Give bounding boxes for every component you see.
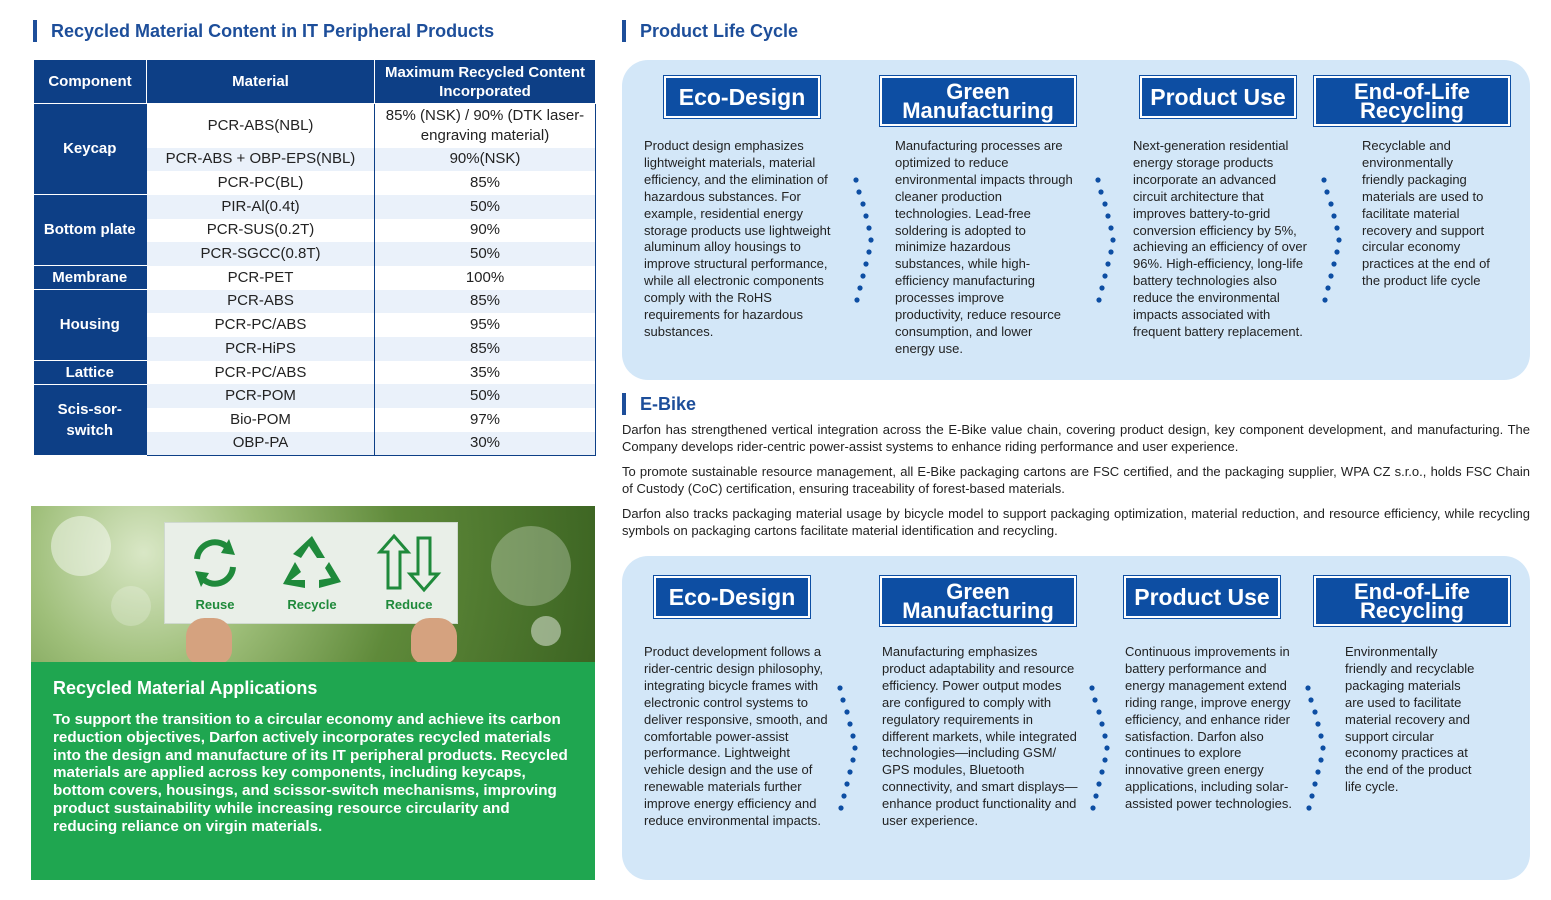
ebike-title-text: E-Bike — [640, 393, 697, 414]
stage-text-end-of-life: Recyclable and environmentally friendly packaging materials are used to facilitate material recovery and support circular economy practices at the end of the product life cycle — [1362, 138, 1490, 289]
placard-recycle — [264, 529, 360, 612]
component-scissor-label: Scis-sor-switch — [57, 400, 122, 439]
material-cell: PCR-ABS(NBL) — [147, 104, 375, 148]
placard — [164, 522, 458, 624]
material-cell: PCR-PC(BL) — [147, 171, 375, 195]
header-component: Component — [34, 60, 147, 104]
title-accent-bar — [622, 20, 626, 42]
material-cell: PCR-PET — [147, 266, 375, 290]
material-cell: Bio-POM — [147, 408, 375, 432]
stage-pill-eco-design: Eco-Design — [654, 576, 810, 618]
header-max-recycled-content: Maximum Recycled Content Incorporated — [375, 60, 596, 104]
chevron-dots-icon — [850, 176, 876, 326]
content-cell: 35% — [375, 361, 596, 385]
reduce-icon — [361, 529, 457, 597]
stage-text-eco-design: Product design emphasizes lightweight materials, material efficiency, and the elimination of hazardous substances. For example, residential energy storage products use lightweight aluminum alloy housings to improve structural performance, while all electronic components comply with the RoHS requirements for hazardous substances. — [644, 138, 831, 339]
material-cell: PCR-PC/ABS — [147, 313, 375, 337]
ebike-paragraph: To promote sustainable resource management, all E-Bike packaging cartons are FSC certified, and the packaging supplier, WPA CZ s.r.o., holds FSC Chain of Custody (CoC) certification, ensuring traceability of forest-based materials. — [622, 464, 1530, 496]
hand-right — [411, 618, 457, 662]
component-cell — [34, 384, 147, 455]
placard-label: Recycle — [287, 597, 337, 612]
content-cell: 85% — [375, 337, 596, 361]
chevron-dots-icon — [1302, 684, 1328, 834]
stage-text-green-manufacturing: Manufacturing processes are optimized to reduce environmental impacts through cleaner production technologies. Lead-free soldering is adopted to minimize hazardous substances, while high-efficiency manufacturing processes improve productivity, reduce resource consumption, and lower energy use. — [895, 138, 1073, 356]
plc-panel — [622, 60, 1530, 380]
stage-text-eco-design: Product development follows a rider-centric design philosophy, integrating bicycle frames with electronic control systems to deliver responsive, smooth, and comfortable power-assist performance. Lightweight vehicle design and the use of renewable materials further improve energy efficiency and reduce environmental impacts. — [644, 644, 828, 829]
content-cell: 95% — [375, 313, 596, 337]
content-cell: 100% — [375, 266, 596, 290]
chevron-dots-icon — [1086, 684, 1112, 834]
stage-pill-product-use: Product Use — [1124, 576, 1280, 618]
plc-title-text: Product Life Cycle — [640, 20, 799, 41]
content-cell: 90%(NSK) — [375, 148, 596, 172]
ebike-paragraph: Darfon has strengthened vertical integration across the E-Bike value chain, covering product design, key component development, and manufacturing. The Company develops rider-centric power-assist systems to enhance riding performance and user experience. — [622, 422, 1530, 454]
material-cell: PCR-SUS(0.2T) — [147, 219, 375, 243]
stage-pill-end-of-life: End-of-Life Recycling — [1314, 576, 1510, 626]
content-cell: 30% — [375, 432, 596, 456]
stage-pill-end-of-life: End-of-Life Recycling — [1314, 76, 1510, 126]
content-cell: 50% — [375, 195, 596, 219]
material-cell: PCR-SGCC(0.8T) — [147, 242, 375, 266]
material-cell: PCR-HiPS — [147, 337, 375, 361]
placard-label: Reduce — [385, 597, 433, 612]
recycled-applications-card — [31, 506, 595, 880]
chevron-dots-icon — [1318, 176, 1344, 326]
table-section-title — [33, 20, 494, 42]
content-cell: 85% — [375, 171, 596, 195]
stage-text-product-use: Next-generation residential energy storage products incorporate an advanced circuit architecture that improves battery-to-grid conversion efficiency by 5%, achieving an efficiency of over 96%. High-efficiency, long-life battery technologies also reduce the environmental impacts associated with frequent battery replacement. — [1133, 138, 1307, 339]
chevron-dots-icon — [834, 684, 860, 834]
reuse-icon — [167, 529, 263, 597]
ebike-paragraph: Darfon also tracks packaging material usage by bicycle model to support packaging optimization, material reduction, and resource efficiency, while recycling symbols on packaging cartons facilitate material identification and recycling. — [622, 506, 1530, 538]
table-row — [34, 104, 596, 148]
applications-body: To support the transition to a circular economy and achieve its carbon reduction objectives, Darfon actively incorporates recycled materials into the design and manufacture of its IT peripheral products. Recycled materials are applied across key components, including keycaps, bottom covers, housings, and scissor-switch mechanisms, improving product sustainability while increasing resource circularity and reducing reliance on virgin materials. — [53, 711, 568, 835]
content-cell: 50% — [375, 384, 596, 408]
bokeh-light — [51, 516, 111, 576]
title-accent-bar — [622, 393, 626, 415]
table-row — [34, 361, 596, 385]
table-row — [34, 266, 596, 290]
component-cell: Bottom plate — [34, 195, 147, 266]
table-title-text: Recycled Material Content in IT Peripheral Products — [51, 20, 495, 41]
material-cell: PIR-Al(0.4t) — [147, 195, 375, 219]
stage-pill-green-manufacturing: Green Manufacturing — [880, 576, 1076, 626]
plc-section-title — [622, 20, 798, 42]
recycle-icon — [264, 529, 360, 597]
stage-text-green-manufacturing: Manufacturing emphasizes product adaptability and resource efficiency. Power output modes are configured to comply with regulatory requirements in different markets, while integrated technologies—including GSM/ GPS modules, Bluetooth connectivity, and smart displays—enhance product functionality and user experience. — [882, 644, 1078, 829]
component-cell: Keycap — [34, 104, 147, 195]
material-cell: PCR-ABS — [147, 290, 375, 314]
chevron-dots-icon — [1092, 176, 1118, 326]
header-material: Material — [147, 60, 375, 104]
component-cell: Membrane — [34, 266, 147, 290]
stage-pill-eco-design: Eco-Design — [664, 76, 820, 118]
material-cell: OBP-PA — [147, 432, 375, 456]
applications-text-box — [31, 662, 595, 880]
applications-title: Recycled Material Applications — [53, 678, 318, 698]
content-cell: 85% (NSK) / 90% (DTK laser-engraving material) — [375, 104, 596, 148]
stage-text-product-use: Continuous improvements in battery performance and energy management extend riding range, improve energy efficiency, and enhance rider satisfaction. Darfon also continues to explore innovative green energy applications, including solar-assisted power technologies. — [1125, 644, 1292, 812]
material-cell: PCR-POM — [147, 384, 375, 408]
material-cell: PCR-PC/ABS — [147, 361, 375, 385]
table-row — [34, 384, 596, 408]
recycled-material-table — [33, 59, 596, 456]
bokeh-light — [111, 586, 151, 626]
placard-label: Reuse — [195, 597, 235, 612]
stage-text-end-of-life: Environmentally friendly and recyclable packaging materials are used to facilitate material recovery and support circular economy practices at the end of the product life cycle. — [1345, 644, 1475, 795]
placard-reduce — [361, 529, 457, 612]
table-row — [34, 290, 596, 314]
content-cell: 90% — [375, 219, 596, 243]
hand-left — [186, 618, 232, 662]
material-cell: PCR-ABS + OBP-EPS(NBL) — [147, 148, 375, 172]
content-cell: 85% — [375, 290, 596, 314]
component-cell: Lattice — [34, 361, 147, 385]
title-accent-bar — [33, 20, 37, 42]
bokeh-light — [531, 616, 561, 646]
content-cell: 50% — [375, 242, 596, 266]
bokeh-light — [491, 526, 571, 606]
reuse-recycle-reduce-photo — [31, 506, 595, 662]
stage-pill-green-manufacturing: Green Manufacturing — [880, 76, 1076, 126]
ebike-section-title — [622, 393, 696, 415]
placard-reuse — [167, 529, 263, 612]
component-cell: Housing — [34, 290, 147, 361]
content-cell: 97% — [375, 408, 596, 432]
ebike-panel — [622, 556, 1530, 880]
table-row — [34, 195, 596, 219]
stage-pill-product-use: Product Use — [1140, 76, 1296, 118]
